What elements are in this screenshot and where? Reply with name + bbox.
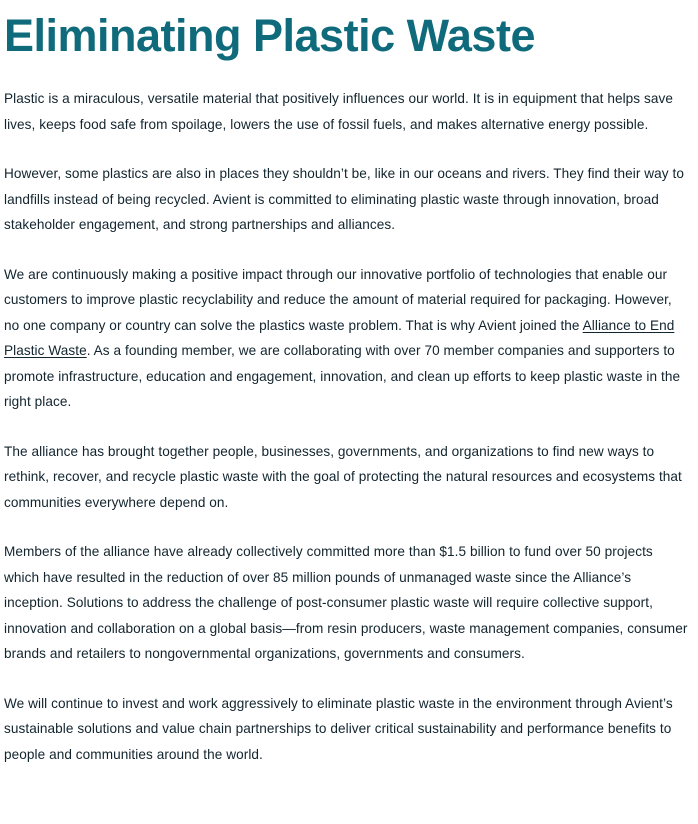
paragraph-5: Members of the alliance have already collectively committed more than $1.5 billion to fund over 50 projects which have resulted in the reduction of over 85 million pounds of unmanaged waste since the Alliance’s inception. Solutions to address the challenge of post-consumer plastic waste will require collective support, innovation and collaboration on a global basis—from resin producers, waste management companies, consumer brands and retailers to nongovernmental organizations, governments and consumers. (4, 544, 688, 661)
page-title: Eliminating Plastic Waste (4, 10, 535, 61)
paragraph-3-text-before-link: We are continuously making a positive impact through our innovative portfolio of technologies that enable our customers to improve plastic recyclability and reduce the amount of material required for packaging. However, no one company or country can solve the plastics waste problem. That is why Avient joined the (4, 266, 672, 333)
paragraph-3-text-after-link: . As a founding member, we are collaborating with over 70 member companies and supporters to promote infrastructure, education and engagement, innovation, and clean up efforts to keep plastic waste in the right place. (4, 343, 681, 409)
paragraph-3 (4, 262, 690, 415)
paragraph-2: However, some plastics are also in places they shouldn’t be, like in our oceans and rivers. They find their way to landfills instead of being recycled. Avient is committed to eliminating plastic waste through innovation, broad stakeholder engagement, and strong partnerships and alliances. (4, 166, 684, 232)
alliance-to-end-plastic-waste-link[interactable]: Alliance to End Plastic Waste (4, 317, 675, 358)
paragraph-4: The alliance has brought together people, businesses, governments, and organizations to find new ways to rethink, recover, and recycle plastic waste with the goal of protecting the natural resources and ecosystems that communities everywhere depend on. (4, 443, 682, 510)
paragraph-6: We will continue to invest and work aggressively to eliminate plastic waste in the environment through Avient’s sustainable solutions and value chain partnerships to deliver critical sustainability and performance benefits to people and communities around the world. (4, 695, 673, 762)
paragraph-1: Plastic is a miraculous, versatile material that positively influences our world. It is in equipment that helps save lives, keeps food safe from spoilage, lowers the use of fossil fuels, and makes alternative energy possible. (4, 91, 673, 132)
